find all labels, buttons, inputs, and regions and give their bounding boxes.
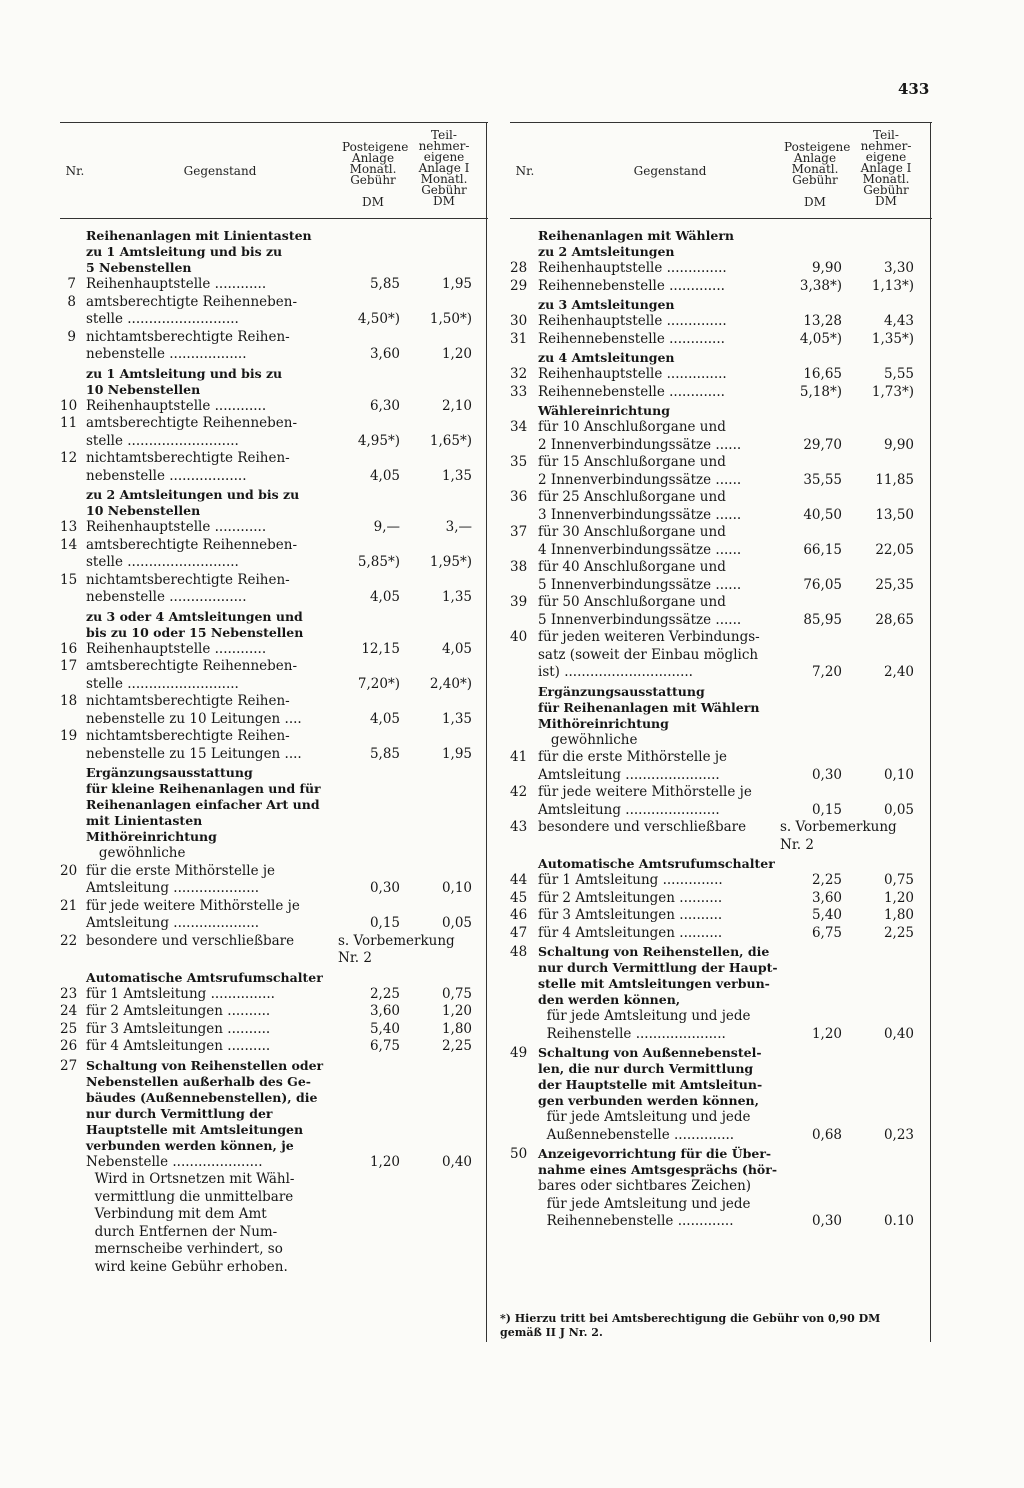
fee-posteigene: 2,25 [811,872,842,888]
fee-posteigene: 4,05 [369,589,400,605]
fee-posteigene: 4,50*) [357,311,400,327]
fee-posteigene: 5,40 [811,907,842,923]
row-number: 16 [60,640,78,657]
row-text: mit Linientasten [86,813,203,828]
row-text: wird keine Gebühr erhoben. [86,1258,288,1275]
row-text: 2 Innenverbindungssätze ...... [538,436,742,453]
row-text: nebenstelle .................. [86,589,247,605]
row-number: 7 [67,276,76,292]
row-text: nahme eines Amtsgesprächs (hör- [538,1162,778,1177]
fee-teilnehmereigene: 0,40 [441,1153,472,1170]
row-text: 10 Nebenstellen [86,503,201,518]
row-text: nebenstelle zu 10 Leitungen .... [86,710,302,727]
row-text: 2 Innenverbindungssätze ...... [538,471,742,488]
row-text: für 4 Amtsleitungen .......... [86,1038,271,1054]
fee-posteigene: Nr. 2 [780,836,814,853]
row-number: 22 [60,932,78,949]
row-number: 43 [510,819,528,835]
fee-teilnehmereigene: 2,40*) [429,675,472,692]
fee-posteigene: 5,85 [369,276,400,292]
fee-posteigene: 76,05 [803,576,842,593]
row-text: amtsberechtigte Reihenneben- [86,293,298,310]
row-text: amtsberechtigte Reihenneben- [86,536,298,553]
row-text: mernscheibe verhindert, so [86,1241,283,1257]
row-text: zu 3 Amtsleitungen [538,297,675,312]
row-text: zu 2 Amtsleitungen und bis zu [86,487,300,502]
row-number: 12 [60,450,78,466]
row-number: 13 [60,519,78,535]
row-text: stelle .......................... [86,554,239,570]
row-text: Reihenhauptstelle ............ [86,640,267,657]
fee-teilnehmereigene: 1,95 [441,276,472,292]
rule [510,218,932,219]
row-number: 40 [510,629,528,645]
row-number: 46 [510,907,528,923]
row-text: bis zu 10 oder 15 Nebenstellen [86,624,304,640]
row-number: 15 [60,571,78,588]
row-number: 38 [510,559,528,575]
row-text: 5 Nebenstellen [86,260,192,275]
row-number: 41 [510,749,528,765]
fee-teilnehmereigene: 0,10 [883,766,914,783]
row-text: Verbindung mit dem Amt [86,1206,267,1222]
row-number: 47 [510,924,528,941]
row-text: für jeden weiteren Verbindungs- [538,629,760,645]
row-number: 8 [67,293,76,310]
fee-teilnehmereigene: 1,95*) [429,554,472,570]
row-text: für 4 Amtsleitungen .......... [538,924,723,941]
left-column-table [60,122,488,1342]
fee-posteigene: 5,85 [369,745,400,762]
fee-teilnehmereigene: 2,40 [883,664,914,680]
header-gegenstand: Gegenstand [633,164,707,178]
row-text: für kleine Reihenanlagen und für [86,781,321,796]
row-number: 21 [60,897,78,914]
row-text: Reihennebenstelle ............. [538,277,725,294]
row-text: 4 Innenverbindungssätze ...... [538,541,742,558]
row-text: Amtsleitung ...................... [538,801,720,818]
row-text: zu 3 oder 4 Amtsleitungen und [86,608,303,624]
column-separator [930,122,931,1342]
header-teilnehmereigene: Teil- nehmer- eigene Anlage I Monatl. Gebühr DM [418,128,470,208]
row-number: 19 [60,728,78,744]
row-text: nur durch Vermittlung der [86,1105,273,1121]
fee-posteigene: s. Vorbemerkung [338,932,455,949]
row-text: für 2 Amtsleitungen .......... [86,1003,271,1019]
row-number: 27 [60,1057,78,1074]
row-text: für jede Amtsleitung und jede [538,1109,751,1125]
fee-posteigene: 5,40 [369,1020,400,1037]
row-text: Schaltung von Außennebenstel- [538,1045,762,1060]
row-text: Hauptstelle mit Amtsleitungen [86,1121,304,1137]
row-text: gen verbunden werden können, [538,1093,759,1108]
row-text: Reihennebenstelle ............. [538,1213,734,1229]
header-gegenstand: Gegenstand [183,164,257,178]
row-text: Anzeigevorrichtung für die Über- [538,1146,772,1161]
row-text: 5 Innenverbindungssätze ...... [538,611,742,628]
fee-posteigene: 66,15 [803,541,842,558]
row-text: nebenstelle .................. [86,346,247,362]
row-text: gewöhnliche [86,845,186,861]
fee-teilnehmereigene: 0,05 [441,915,472,931]
fee-posteigene: 0,30 [811,1213,842,1229]
row-number: 20 [60,862,78,879]
fee-teilnehmereigene: 4,05 [441,640,472,657]
row-text: für 1 Amtsleitung ............... [86,985,275,1002]
fee-posteigene: 0,68 [811,1126,842,1143]
fee-teilnehmereigene: 0,75 [441,985,472,1002]
fee-posteigene: 0,30 [369,880,400,896]
fee-posteigene: 13,28 [803,313,842,329]
row-text: für 3 Amtsleitungen .......... [538,907,723,923]
fee-posteigene: 4,05*) [799,330,842,347]
row-text: für jede Amtsleitung und jede [538,1195,751,1212]
row-text: zu 1 Amtsleitung und bis zu [86,365,283,381]
row-text: Reihenhauptstelle ............ [86,397,267,414]
row-number: 17 [60,658,78,674]
row-text: für 30 Anschlußorgane und [538,524,726,540]
row-text: nur durch Vermittlung der Haupt- [538,960,778,975]
row-text: nichtamtsberechtigte Reihen- [86,328,290,345]
row-text: nichtamtsberechtigte Reihen- [86,693,290,709]
fee-teilnehmereigene: 11,85 [875,471,914,488]
row-text: bäudes (Außennebenstellen), die [86,1089,318,1105]
fee-teilnehmereigene: 3,— [445,519,472,535]
row-text: zu 1 Amtsleitung und bis zu [86,244,283,259]
row-text: für 15 Anschlußorgane und [538,454,726,470]
fee-teilnehmereigene: 1,35 [441,710,472,727]
fee-posteigene: Nr. 2 [338,950,372,966]
fee-teilnehmereigene: 1,13*) [871,277,914,294]
row-text: Schaltung von Reihenstellen oder [86,1057,324,1073]
fee-posteigene: 35,55 [803,471,842,488]
right-column-table [510,122,932,1342]
row-text: amtsberechtigte Reihenneben- [86,658,298,674]
header-posteigene: Posteigene Anlage Monatl. Gebühr DM [784,140,851,209]
row-number: 48 [510,944,528,960]
rule [510,122,932,123]
row-text: stelle .......................... [86,675,239,692]
header-teilnehmereigene: Teil- nehmer- eigene Anlage I Monatl. Gebühr DM [860,128,912,208]
fee-posteigene: 6,75 [811,924,842,941]
row-text: zu 2 Amtsleitungen [538,244,675,259]
row-number: 28 [510,260,528,276]
row-text: Reihenanlagen mit Wählern [538,228,735,243]
fee-teilnehmereigene: 25,35 [875,576,914,593]
row-text: für die erste Mithörstelle je [538,749,728,765]
row-number: 29 [510,277,528,294]
fee-teilnehmereigene: 1,35*) [871,330,914,347]
row-text: Reihenhauptstelle ............ [86,276,267,292]
fee-teilnehmereigene: 1,35 [441,589,472,605]
row-number: 32 [510,366,528,382]
row-number: 45 [510,889,528,906]
row-number: 42 [510,784,528,800]
row-text: für Reihenanlagen mit Wählern [538,699,760,715]
fee-posteigene: 6,75 [369,1038,400,1054]
row-number: 34 [510,419,528,435]
fee-teilnehmereigene: 1,65*) [429,432,472,449]
row-text: stelle .......................... [86,432,239,449]
fee-teilnehmereigene: 1,20 [441,346,472,362]
footnote-line-1: *) Hierzu tritt bei Amtsberechtigung die Gebühr von 0,90 DM [500,1312,881,1325]
fee-posteigene: 12,15 [361,640,400,657]
row-number: 9 [67,328,76,345]
fee-teilnehmereigene: 2,10 [441,397,472,414]
row-text: len, die nur durch Vermittlung [538,1061,754,1076]
row-number: 18 [60,693,78,709]
row-text: ist) .............................. [538,664,693,680]
fee-teilnehmereigene: 0,05 [883,801,914,818]
fee-posteigene: 7,20*) [357,675,400,692]
row-number: 14 [60,536,78,553]
row-text: Reihenstelle ..................... [538,1025,726,1042]
header-nr: Nr. [515,164,535,178]
fee-teilnehmereigene: 1,20 [883,889,914,906]
row-text: für 1 Amtsleitung .............. [538,872,723,888]
row-text: gewöhnliche [538,731,638,748]
fee-teilnehmereigene: 13,50 [875,506,914,523]
row-text: amtsberechtigte Reihenneben- [86,415,298,431]
row-number: 39 [510,594,528,610]
row-text: für 50 Anschlußorgane und [538,594,726,610]
row-text: Automatische Amtsrufumschalter [86,969,323,985]
row-text: der Hauptstelle mit Amtsleitun- [538,1077,763,1092]
fee-posteigene: 3,60 [811,889,842,906]
row-text: Ergänzungsausstattung [86,765,253,780]
row-text: besondere und verschließbare [538,819,747,835]
row-number: 33 [510,383,528,400]
row-text: besondere und verschließbare [86,932,295,949]
fee-posteigene: 3,38*) [799,277,842,294]
row-number: 50 [510,1146,528,1162]
footnote-line-2: gemäß II J Nr. 2. [500,1326,603,1339]
row-number: 36 [510,489,528,505]
fee-teilnehmereigene: 0.10 [883,1213,914,1229]
row-text: stelle .......................... [86,311,239,327]
row-number: 26 [60,1038,78,1054]
row-text: Reihenhauptstelle .............. [538,260,727,276]
fee-teilnehmereigene: 22,05 [875,541,914,558]
row-number: 35 [510,454,528,470]
fee-posteigene: 2,25 [369,985,400,1002]
header-nr: Nr. [65,164,85,178]
row-text: Ergänzungsausstattung [538,683,705,699]
row-text: für jede weitere Mithörstelle je [86,897,300,914]
fee-posteigene: 3,60 [369,346,400,362]
row-text: nebenstelle zu 15 Leitungen .... [86,745,302,762]
footnote [500,1312,930,1340]
fee-posteigene: 9,90 [811,260,842,276]
row-text: Reihenhauptstelle ............ [86,519,267,535]
row-number: 44 [510,872,528,888]
fee-teilnehmereigene: 28,65 [875,611,914,628]
fee-teilnehmereigene: 9,90 [883,436,914,453]
row-text: den werden können, [538,992,681,1007]
row-text: Amtsleitung .................... [86,880,260,896]
row-text: für 40 Anschlußorgane und [538,559,726,575]
row-text: Reihenhauptstelle .............. [538,366,727,382]
row-text: zu 4 Amtsleitungen [538,350,675,365]
row-number: 11 [60,415,78,431]
row-text: nichtamtsberechtigte Reihen- [86,571,290,588]
row-text: Schaltung von Reihenstellen, die [538,944,770,959]
fee-posteigene: 29,70 [803,436,842,453]
fee-posteigene: 16,65 [803,366,842,382]
row-text: Mithöreinrichtung [538,715,669,731]
fee-posteigene: 9,— [373,519,400,535]
row-text: für jede weitere Mithörstelle je [538,784,752,800]
row-text: Reihenhauptstelle .............. [538,313,727,329]
row-text: satz (soweit der Einbau möglich [538,646,759,663]
fee-teilnehmereigene: 1,73*) [871,383,914,400]
fee-posteigene: 1,20 [811,1025,842,1042]
row-number: 24 [60,1003,78,1019]
fee-posteigene: 7,20 [811,664,842,680]
row-text: für jede Amtsleitung und jede [538,1008,751,1024]
fee-teilnehmereigene: 3,30 [883,260,914,276]
row-number: 31 [510,330,528,347]
row-text: für 25 Anschlußorgane und [538,489,726,505]
row-text: nichtamtsberechtigte Reihen- [86,728,290,744]
fee-posteigene: 6,30 [369,397,400,414]
row-text: für 10 Anschlußorgane und [538,419,726,435]
fee-teilnehmereigene: 0,75 [883,872,914,888]
fee-teilnehmereigene: 1,50*) [429,311,472,327]
fee-teilnehmereigene: 5,55 [883,366,914,382]
fee-teilnehmereigene: 1,95 [441,745,472,762]
row-text: vermittlung die unmittelbare [86,1188,294,1205]
row-text: Amtsleitung .................... [86,915,260,931]
row-text: Automatische Amtsrufumschalter [538,856,775,871]
row-text: Reihenanlagen mit Linientasten [86,228,312,243]
row-text: für 3 Amtsleitungen .......... [86,1020,271,1037]
row-number: 37 [510,524,528,540]
row-text: für 2 Amtsleitungen .......... [538,889,723,906]
fee-posteigene: 4,05 [369,710,400,727]
row-text: 10 Nebenstellen [86,381,201,397]
fee-posteigene: 3,60 [369,1003,400,1019]
fee-posteigene: 5,18*) [799,383,842,400]
row-number: 25 [60,1020,78,1037]
row-number: 10 [60,397,78,414]
row-text: Außennebenstelle .............. [538,1126,735,1143]
row-text: Nebenstelle ..................... [86,1153,263,1170]
row-text: bares oder sichtbares Zeichen) [538,1178,752,1194]
fee-teilnehmereigene: 2,25 [883,924,914,941]
fee-posteigene: s. Vorbemerkung [780,819,897,835]
row-text: Nebenstellen außerhalb des Ge- [86,1073,311,1089]
row-number: 30 [510,313,528,329]
row-text: Reihennebenstelle ............. [538,383,725,400]
rule [60,218,488,219]
fee-posteigene: 40,50 [803,506,842,523]
fee-teilnehmereigene: 1,80 [441,1020,472,1037]
fee-teilnehmereigene: 0,23 [883,1126,914,1143]
row-text: Reihennebenstelle ............. [538,330,725,347]
row-text: für die erste Mithörstelle je [86,862,276,879]
fee-posteigene: 1,20 [369,1153,400,1170]
row-number: 49 [510,1045,528,1061]
fee-teilnehmereigene: 4,43 [883,313,914,329]
fee-posteigene: 0,15 [369,915,400,931]
fee-posteigene: 0,30 [811,766,842,783]
row-text: stelle mit Amtsleitungen verbun- [538,976,770,991]
row-text: 3 Innenverbindungssätze ...... [538,506,742,523]
fee-posteigene: 85,95 [803,611,842,628]
row-text: Wird in Ortsnetzen mit Wähl- [86,1171,295,1187]
fee-teilnehmereigene: 2,25 [441,1038,472,1054]
row-text: verbunden werden können, je [86,1137,294,1153]
row-number: 23 [60,985,78,1002]
row-text: Amtsleitung ...................... [538,766,720,783]
row-text: Reihenanlagen einfacher Art und [86,797,320,812]
rule [60,122,488,123]
row-text: Wählereinrichtung [538,403,670,418]
page-number: 433 [898,80,930,98]
fee-teilnehmereigene: 1,20 [441,1003,472,1019]
fee-teilnehmereigene: 1,80 [883,907,914,923]
row-text: durch Entfernen der Num- [86,1223,278,1240]
fee-posteigene: 4,95*) [357,432,400,449]
fee-teilnehmereigene: 0,10 [441,880,472,896]
header-posteigene: Posteigene Anlage Monatl. Gebühr DM [342,140,409,209]
fee-posteigene: 0,15 [811,801,842,818]
fee-posteigene: 5,85*) [357,554,400,570]
column-separator [486,122,487,1342]
fee-teilnehmereigene: 0,40 [883,1025,914,1042]
row-text: nebenstelle .................. [86,467,247,484]
fee-posteigene: 4,05 [369,467,400,484]
row-text: Mithöreinrichtung [86,829,217,844]
fee-teilnehmereigene: 1,35 [441,467,472,484]
row-text: nichtamtsberechtigte Reihen- [86,450,290,466]
row-text: 5 Innenverbindungssätze ...... [538,576,742,593]
